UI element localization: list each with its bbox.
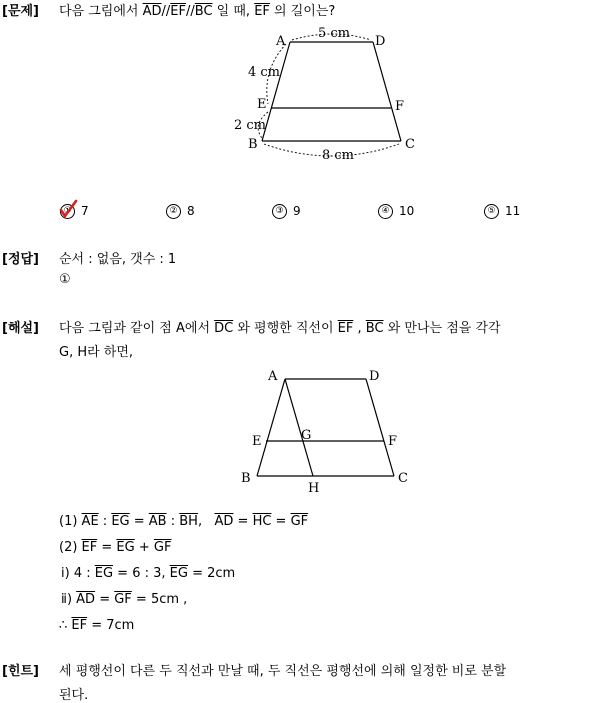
solution-text-prefix: 다음 그림과 같이 점 A에서 xyxy=(59,321,215,336)
sol-line-ab xyxy=(257,379,285,476)
option-value: 11 xyxy=(505,204,521,218)
segment-ad: $\overline{AD}$ xyxy=(214,514,234,529)
solution-text-mid: 와 평행한 직선이 xyxy=(233,321,338,336)
measure-bc: 8 cm xyxy=(322,148,355,163)
segment-ef: $\overline{EF}$ xyxy=(337,321,354,336)
sol-label-d: D xyxy=(369,369,380,384)
solution-conclusion xyxy=(59,618,134,633)
segment-ef: $\overline{EF}$ xyxy=(81,540,98,555)
segment-ef: $\overline{EF}$ xyxy=(254,4,270,19)
solution-step-2: (2) $\overline{EF} = \overline{EG} + \overline{GF}$ xyxy=(59,540,172,555)
segment-ef: $\overline{EF}$ xyxy=(170,4,186,19)
measure-ad: 5 cm xyxy=(318,26,351,41)
measure-ae: 4 cm xyxy=(248,65,281,80)
answer-choice: ① xyxy=(59,272,71,287)
segment-bh: $\overline{BH}$ xyxy=(179,514,198,529)
problem-tag: [문제] xyxy=(2,4,39,19)
step-number: (2) xyxy=(59,540,82,555)
option-number: ④ xyxy=(378,204,393,219)
parallel-sign: // xyxy=(186,4,195,19)
sol-label-g: G xyxy=(301,428,312,443)
segment-bc: $\overline{BC}$ xyxy=(194,4,213,19)
step-text: = 5cm , xyxy=(131,592,188,607)
segment-hc: $\overline{HC}$ xyxy=(252,514,272,529)
answer-tag: [정답] xyxy=(2,252,39,267)
segment-eg: $\overline{EG}$ xyxy=(116,540,135,555)
option-number: ③ xyxy=(272,204,287,219)
option-number: ⑤ xyxy=(484,204,499,219)
option-value: 8 xyxy=(187,204,195,218)
segment-ad: $\overline{AD}$ xyxy=(142,4,162,19)
option-4[interactable] xyxy=(378,204,414,219)
line-dc xyxy=(373,42,401,141)
comma: , xyxy=(353,321,366,336)
sol-label-c: C xyxy=(398,471,408,486)
step-text: = 7cm xyxy=(87,618,135,633)
label-a: A xyxy=(276,34,286,49)
segment-ab: $\overline{AB}$ xyxy=(148,514,167,529)
option-value: 10 xyxy=(399,204,415,218)
problem-text-mid: 일 때, xyxy=(212,4,255,19)
segment-ad: $\overline{AD}$ xyxy=(76,592,96,607)
option-value: 7 xyxy=(81,204,89,218)
segment-ef: $\overline{EF}$ xyxy=(71,618,88,633)
option-2[interactable] xyxy=(166,204,195,219)
label-e: E xyxy=(257,97,267,112)
segment-eg: $\overline{EG}$ xyxy=(111,514,130,529)
solution-tag: [해설] xyxy=(2,321,39,336)
step-text: = 2cm xyxy=(187,566,236,581)
sol-label-h: H xyxy=(308,481,320,496)
label-f: F xyxy=(395,99,405,114)
label-c: C xyxy=(405,137,415,152)
hint-line-1: 세 평행선이 다른 두 직선과 만날 때, 두 직선은 평행선에 의해 일정한 비로 분할 xyxy=(59,664,507,679)
hint-line-2: 된다. xyxy=(59,688,89,703)
solution-step-4: ⅱ) $\overline{AD} = \overline{GF} = 5cm$ , xyxy=(61,592,188,607)
problem-text-prefix: 다음 그림에서 xyxy=(59,4,143,19)
option-5[interactable] xyxy=(484,204,520,219)
step-text: ⅰ) 4 : xyxy=(61,566,95,581)
sol-label-e: E xyxy=(252,434,262,449)
answer-order-count: 순서 : 없음, 갯수 : 1 xyxy=(59,252,177,267)
solution-step-3 xyxy=(61,566,235,581)
sol-line-dc xyxy=(366,379,394,476)
therefore-sign: ∴ xyxy=(59,618,72,633)
solution-line-2: G, H라 하면, xyxy=(59,345,134,360)
step-text: ⅱ) xyxy=(61,592,77,607)
option-number: ① xyxy=(60,204,75,219)
label-d: D xyxy=(375,34,386,49)
segment-eg: $\overline{EG}$ xyxy=(94,566,114,581)
step-text: = 6 : 3, xyxy=(113,566,170,581)
step-number: (1) xyxy=(59,514,82,529)
sol-label-f: F xyxy=(388,434,398,449)
segment-gf: $\overline{GF}$ xyxy=(153,540,172,555)
parallel-sign: // xyxy=(161,4,171,19)
solution-step-1: (1) $\overline{AE}$ : $\overline{EG} = \overline{AB}$ : $\overline{BH}$, $\overline{AD} = \overline{HC} = \overline{GF}$ xyxy=(59,514,309,529)
sol-label-a: A xyxy=(268,369,278,384)
option-number: ② xyxy=(166,204,181,219)
label-b: B xyxy=(248,137,258,152)
segment-gf: $\overline{GF}$ xyxy=(114,592,132,607)
check-mark-icon xyxy=(57,198,79,220)
solution-text-suffix: 와 만나는 점을 각각 xyxy=(383,321,501,336)
segment-dc: $\overline{DC}$ xyxy=(214,321,234,336)
problem-text-suffix: 의 길이는? xyxy=(269,4,336,19)
segment-bc: $\overline{BC}$ xyxy=(365,321,384,336)
measure-eb: 2 cm xyxy=(234,118,267,133)
segment-eg: $\overline{EG}$ xyxy=(169,566,188,581)
segment-ae: $\overline{AE}$ xyxy=(81,514,99,529)
solution-line-1 xyxy=(59,317,501,336)
option-3[interactable] xyxy=(272,204,301,219)
option-value: 9 xyxy=(293,204,301,218)
segment-gf: $\overline{GF}$ xyxy=(290,514,309,529)
sol-label-b: B xyxy=(241,471,251,486)
hint-tag: [힌트] xyxy=(2,664,39,679)
